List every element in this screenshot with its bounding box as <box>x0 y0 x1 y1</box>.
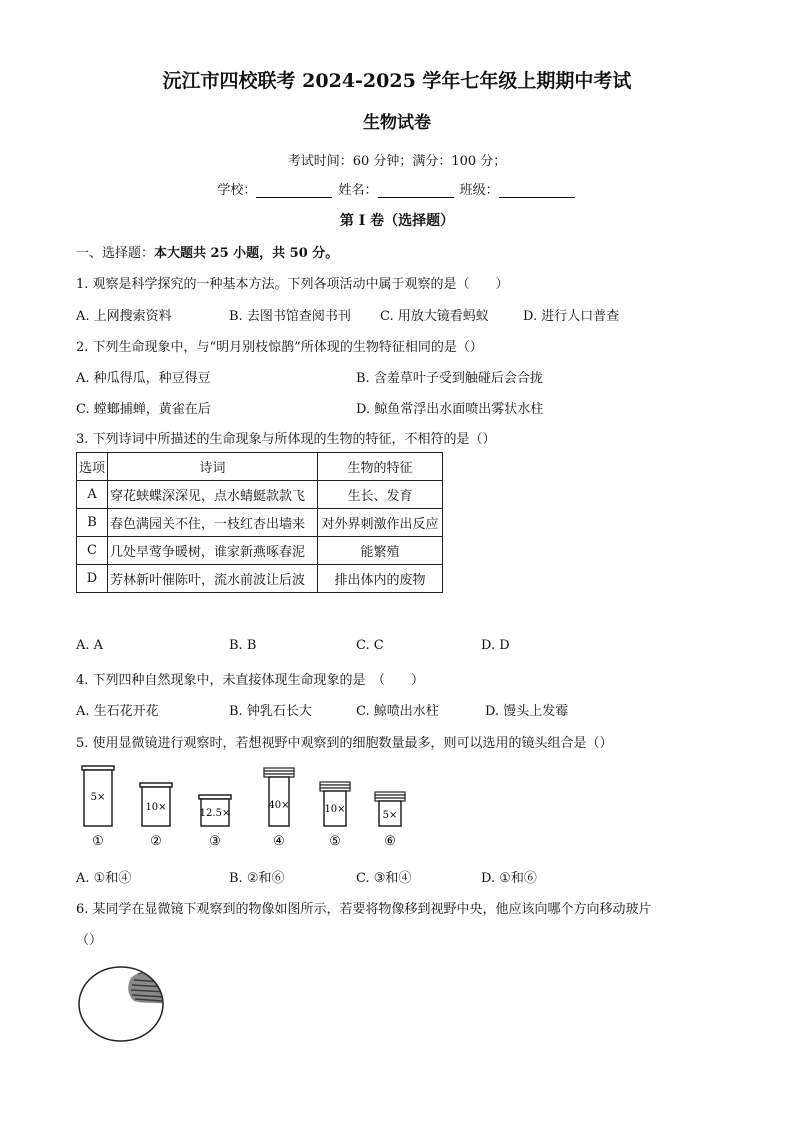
q5-option-b[interactable]: B. ②和⑥ <box>229 871 285 886</box>
q4-stem: 4. 下列四种自然现象中，未直接体现生命现象的是 （ ） <box>76 673 425 688</box>
lens-1-label: 5× <box>90 792 106 803</box>
table-row <box>77 509 443 537</box>
q1-option-d[interactable]: D. 进行人口普查 <box>523 309 620 324</box>
school-label: 学校： <box>217 183 257 198</box>
q3-option-d[interactable]: D. D <box>481 638 510 653</box>
student-info-line <box>0 179 794 198</box>
q5-option-a[interactable]: A. ①和④ <box>76 871 132 886</box>
q2-option-b[interactable]: B. 含羞草叶子受到触碰后会合拢 <box>356 371 543 386</box>
q5-stem: 5. 使用显微镜进行观察时，若想视野中观察到的细胞数量最多，则可以选用的镜头组合是（） <box>76 736 613 751</box>
q3-option-a[interactable]: A. A <box>76 638 104 653</box>
exam-title: 沅江市四校联考 2024-2025 学年七年级上期期中考试 <box>162 70 632 92</box>
q3-option-b[interactable]: B. B <box>229 638 257 653</box>
table-cell: 排出体内的废物 <box>318 565 443 593</box>
lens-diagram <box>76 760 416 852</box>
volume-title: 第 I 卷（选择题） <box>339 213 455 229</box>
q6-stem: 6. 某同学在显微镜下观察到的物像如图所示，若要将物像移到视野中央，他应该向哪个方向移动玻片 <box>76 902 652 917</box>
school-blank[interactable] <box>256 184 332 198</box>
lens-6-label: 5× <box>382 810 398 821</box>
q1-option-c[interactable]: C. 用放大镜看蚂蚁 <box>380 309 489 324</box>
table-cell: C <box>77 537 108 565</box>
q2-option-d[interactable]: D. 鲸鱼常浮出水面喷出雾状水柱 <box>356 402 544 417</box>
table-cell: 生长、发育 <box>318 481 443 509</box>
table-cell: A <box>77 481 108 509</box>
section-heading <box>76 242 338 261</box>
q2-option-a[interactable]: A. 种瓜得瓜，种豆得豆 <box>76 371 211 386</box>
table-cell: 能繁殖 <box>318 537 443 565</box>
q3-table <box>76 452 443 593</box>
name-blank[interactable] <box>378 184 454 198</box>
field-of-view-circle <box>79 967 163 1041</box>
lens-2-label: 10× <box>145 802 167 813</box>
table-cell: 春色满园关不住，一枝红杏出墙来 <box>108 509 318 537</box>
table-header: 诗词 <box>108 453 318 481</box>
q1-option-b[interactable]: B. 去图书馆查阅书刊 <box>229 309 351 324</box>
name-label: 姓名： <box>338 183 378 198</box>
q4-option-d[interactable]: D. 馒头上发霉 <box>485 704 569 719</box>
lens-4-label: 40× <box>268 800 290 811</box>
table-header: 生物的特征 <box>318 453 443 481</box>
q3-stem: 3. 下列诗词中所描述的生命现象与所体现的生物的特征，不相符的是（） <box>76 432 496 447</box>
lens-5 <box>320 782 350 849</box>
lens-4 <box>264 768 294 849</box>
section-desc: 本大题共 25 小题，共 50 分。 <box>154 246 339 261</box>
lens-3-label: 12.5× <box>199 808 231 819</box>
lens-1-num: ① <box>92 834 104 849</box>
table-header-row <box>77 453 443 481</box>
class-label: 班级： <box>459 183 499 198</box>
q5-option-d[interactable]: D. ①和⑥ <box>481 871 537 886</box>
table-cell: B <box>77 509 108 537</box>
lens-6-num: ⑥ <box>384 834 396 849</box>
q4-option-b[interactable]: B. 钟乳石长大 <box>229 704 312 719</box>
lens-3-num: ③ <box>209 834 221 849</box>
q2-stem: 2. 下列生命现象中，与“明月别枝惊鹊”所体现的生物特征相同的是（） <box>76 340 483 355</box>
table-row <box>77 481 443 509</box>
q2-option-c[interactable]: C. 螳螂捕蝉，黄雀在后 <box>76 402 211 417</box>
table-row <box>77 537 443 565</box>
lens-4-num: ④ <box>273 834 285 849</box>
lens-2 <box>140 783 172 849</box>
table-cell: 对外界刺激作出反应 <box>318 509 443 537</box>
class-blank[interactable] <box>499 184 575 198</box>
q6-stem-cont: （） <box>76 933 103 948</box>
table-cell: 几处早莺争暖树，谁家新燕啄春泥 <box>108 537 318 565</box>
lens-5-num: ⑤ <box>329 834 341 849</box>
section-prefix: 一、选择题： <box>76 246 155 261</box>
table-cell: D <box>77 565 108 593</box>
table-cell: 芳林新叶催陈叶，流水前波让后波 <box>108 565 318 593</box>
q5-option-c[interactable]: C. ③和④ <box>356 871 412 886</box>
q1-stem: 1. 观察是科学探究的一种基本方法。下列各项活动中属于观察的是（ ） <box>76 277 509 292</box>
field-of-view-figure <box>76 966 168 1046</box>
table-header: 选项 <box>77 453 108 481</box>
q4-option-c[interactable]: C. 鲸喷出水柱 <box>356 704 439 719</box>
q1-option-a[interactable]: A. 上网搜索资料 <box>76 309 172 324</box>
lens-6 <box>375 792 405 849</box>
lens-2-num: ② <box>150 834 162 849</box>
lens-3 <box>199 795 231 849</box>
lens-1 <box>82 766 114 849</box>
exam-info: 考试时间：60 分钟；满分：100 分； <box>287 154 507 169</box>
q3-option-c[interactable]: C. C <box>356 638 384 653</box>
lens-5-label: 10× <box>324 804 346 815</box>
table-row <box>77 565 443 593</box>
q4-option-a[interactable]: A. 生石花开花 <box>76 704 159 719</box>
exam-subject: 生物试卷 <box>363 113 431 133</box>
table-cell: 穿花蛱蝶深深见，点水蜻蜓款款飞 <box>108 481 318 509</box>
